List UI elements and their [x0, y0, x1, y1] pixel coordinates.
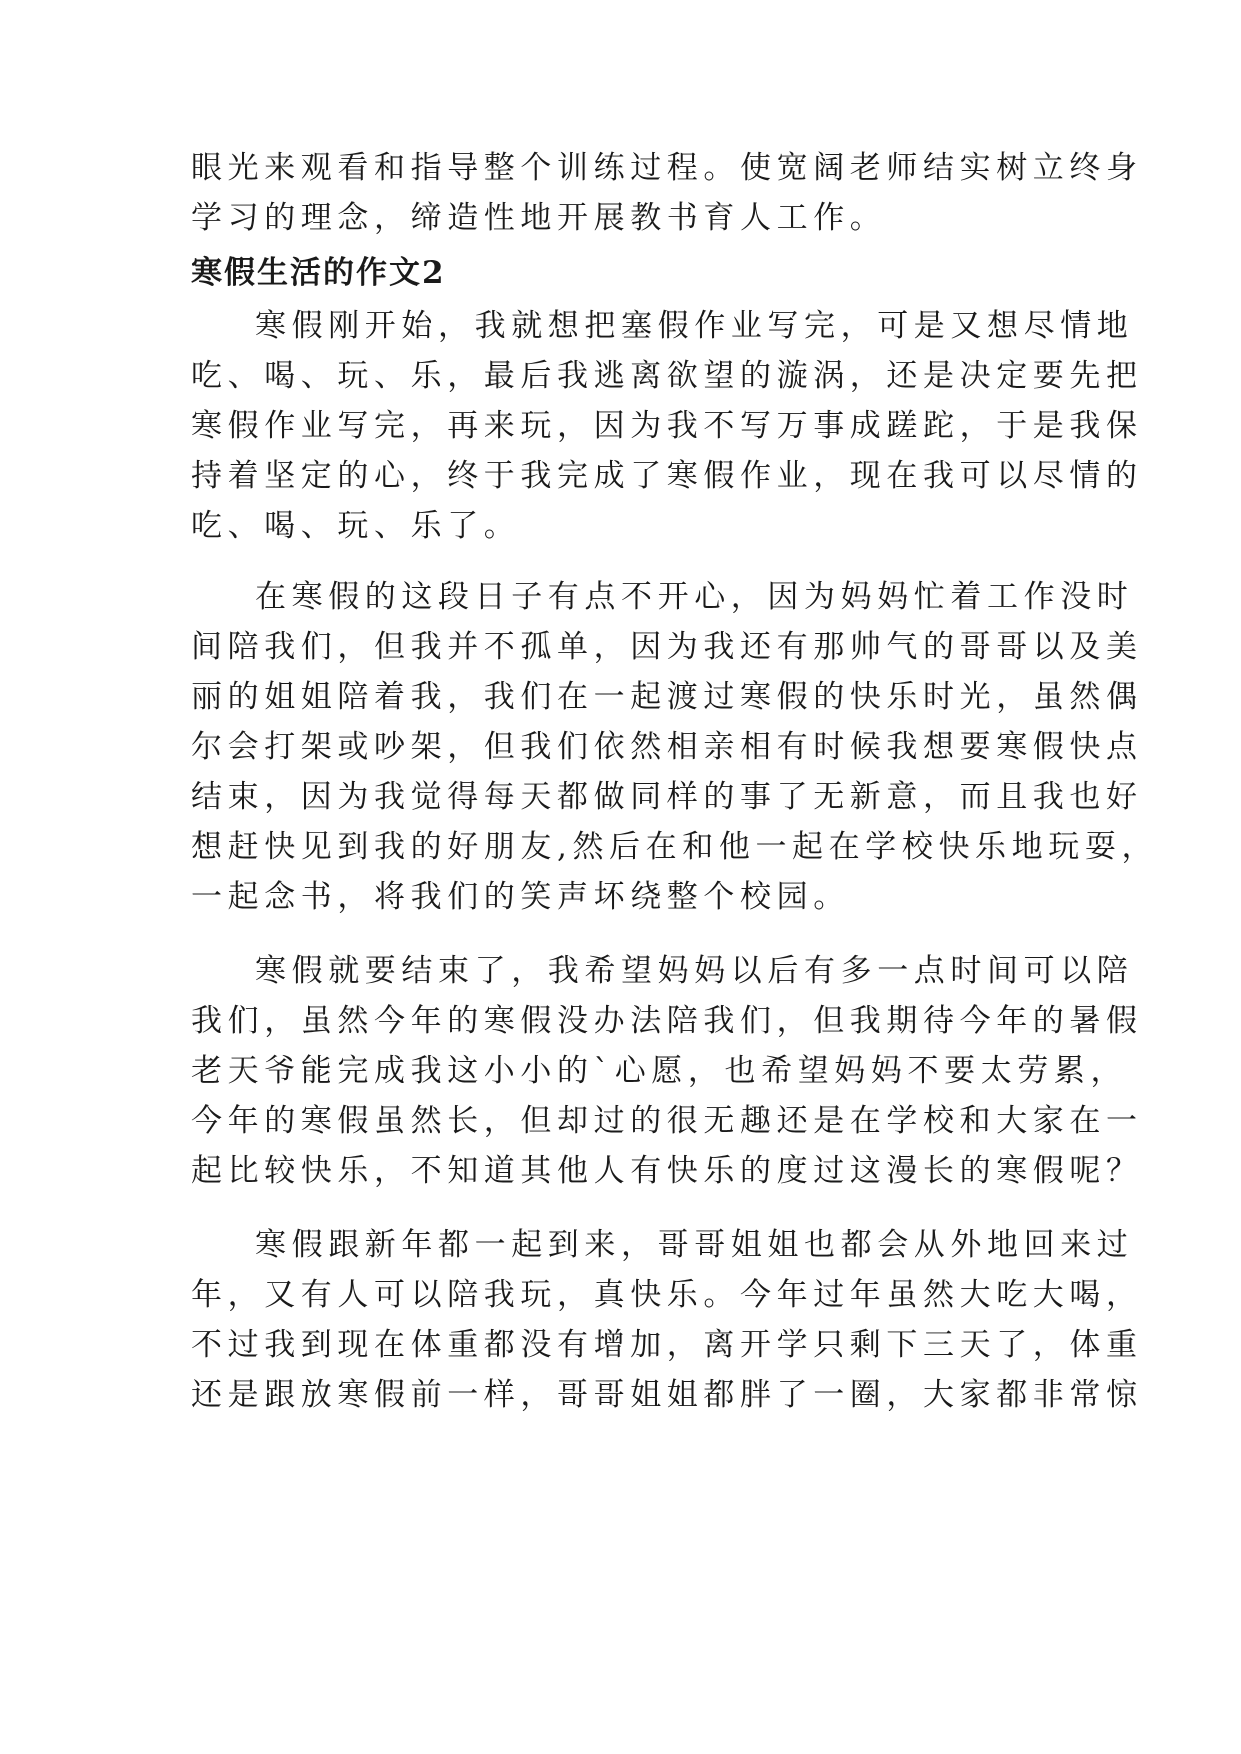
section-title: 寒假生活的作文2	[191, 255, 446, 291]
paragraph-line: 寒假作业写完，再来玩，因为我不写万事成蹉跎，于是我保	[191, 408, 1143, 444]
paragraph-line: 寒假刚开始，我就想把塞假作业写完，可是又想尽情地	[255, 308, 1134, 344]
paragraph-line: 尔会打架或吵架，但我们依然相亲相有时候我想要寒假快点	[191, 729, 1143, 765]
intro-line: 学习的理念，缔造性地开展教书育人工作。	[191, 200, 887, 236]
paragraph-line: 我们，虽然今年的寒假没办法陪我们，但我期待今年的暑假	[191, 1003, 1143, 1039]
paragraph-line: 起比较快乐，不知道其他人有快乐的度过这漫长的寒假呢？	[191, 1153, 1143, 1189]
paragraph-line: 一起念书，将我们的笑声坏绕整个校园。	[191, 879, 850, 915]
paragraph-line: 间陪我们，但我并不孤单，因为我还有那帅气的哥哥以及美	[191, 629, 1143, 665]
paragraph-line: 丽的姐姐陪着我，我们在一起渡过寒假的快乐时光，虽然偶	[191, 679, 1143, 715]
paragraph-line: 老天爷能完成我这小小的`心愿，也希望妈妈不要太劳累，	[191, 1053, 1128, 1089]
paragraph-line: 想赶快见到我的好朋友,然后在和他一起在学校快乐地玩耍，	[191, 829, 1159, 865]
paragraph-line: 吃、喝、玩、乐，最后我逃离欲望的漩涡，还是决定要先把	[191, 358, 1143, 394]
intro-line: 眼光来观看和指导整个训练过程。使宽阔老师结实树立终身	[191, 150, 1143, 186]
paragraph-line: 吃、喝、玩、乐了。	[191, 508, 521, 544]
paragraph-line: 寒假就要结束了，我希望妈妈以后有多一点时间可以陪	[255, 953, 1134, 989]
paragraph-line: 年，又有人可以陪我玩，真快乐。今年过年虽然大吃大喝，	[191, 1277, 1143, 1313]
paragraph-line: 结束，因为我觉得每天都做同样的事了无新意，而且我也好	[191, 779, 1143, 815]
paragraph-line: 不过我到现在体重都没有增加，离开学只剩下三天了，体重	[191, 1327, 1143, 1363]
paragraph-line: 今年的寒假虽然长，但却过的很无趣还是在学校和大家在一	[191, 1103, 1143, 1139]
paragraph-line: 持着坚定的心，终于我完成了寒假作业，现在我可以尽情的	[191, 458, 1143, 494]
paragraph-line: 在寒假的这段日子有点不开心，因为妈妈忙着工作没时	[255, 579, 1134, 615]
paragraph-line: 还是跟放寒假前一样，哥哥姐姐都胖了一圈，大家都非常惊	[191, 1377, 1143, 1413]
paragraph-line: 寒假跟新年都一起到来，哥哥姐姐也都会从外地回来过	[255, 1227, 1134, 1263]
